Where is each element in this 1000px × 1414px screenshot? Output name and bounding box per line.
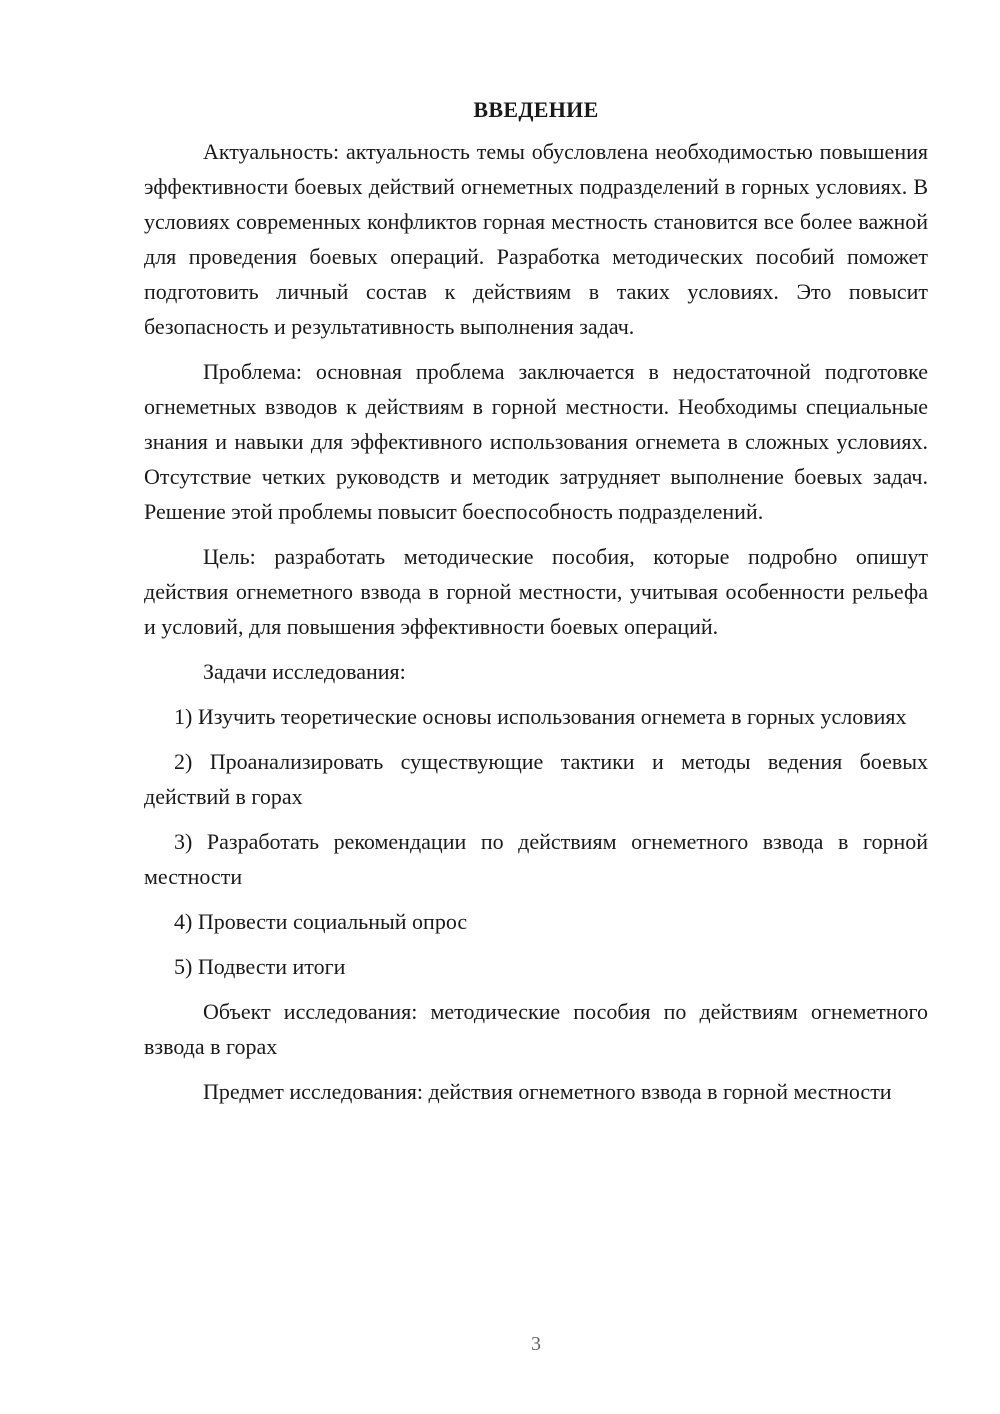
task-item: 3) Разработать рекомендации по действиям огнеметного взвода в горной местности [144,829,928,889]
page-number: 3 [531,1333,541,1355]
paragraph-subject: Предмет исследования: действия огнеметного взвода в горной местности [203,1079,892,1104]
tasks-heading: Задачи исследования: [203,659,406,684]
task-item: 5) Подвести итоги [174,954,346,979]
paragraph-goal: Цель: разработать методические пособия, которые подробно опишут действия огнеметного взвода в горной местности, учитывая особенности рельефа и условий, для повышения эффективности боевых операций. [144,544,928,639]
page-title: ВВЕДЕНИЕ [473,97,599,122]
paragraph-relevance: Актуальность: актуальность темы обусловлена необходимостью повышения эффективности боевых действий огнеметных подразделений в горных условиях. В условиях современных конфликтов горная местность становится все более важной для проведения боевых операций. Разработка методических пособий поможет подготовить личный состав к действиям в таких условиях. Это повысит безопасность и результативность выполнения задач. [144,139,928,339]
document-page [144,94,928,1119]
paragraph-problem: Проблема: основная проблема заключается в недостаточной подготовке огнеметных взводов к действиям в горной местности. Необходимы специальные знания и навыки для эффективного использования огнемета в сложных условиях. Отсутствие четких руководств и методик затрудняет выполнение боевых задач. Решение этой проблемы повысит боеспособность подразделений. [144,359,928,524]
task-item: 4) Провести социальный опрос [174,909,468,934]
paragraph-object: Объект исследования: методические пособия по действиям огнеметного взвода в горах [144,999,928,1059]
task-item: 2) Проанализировать существующие тактики и методы ведения боевых действий в горах [144,749,928,809]
task-item: 1) Изучить теоретические основы использования огнемета в горных условиях [174,704,907,729]
